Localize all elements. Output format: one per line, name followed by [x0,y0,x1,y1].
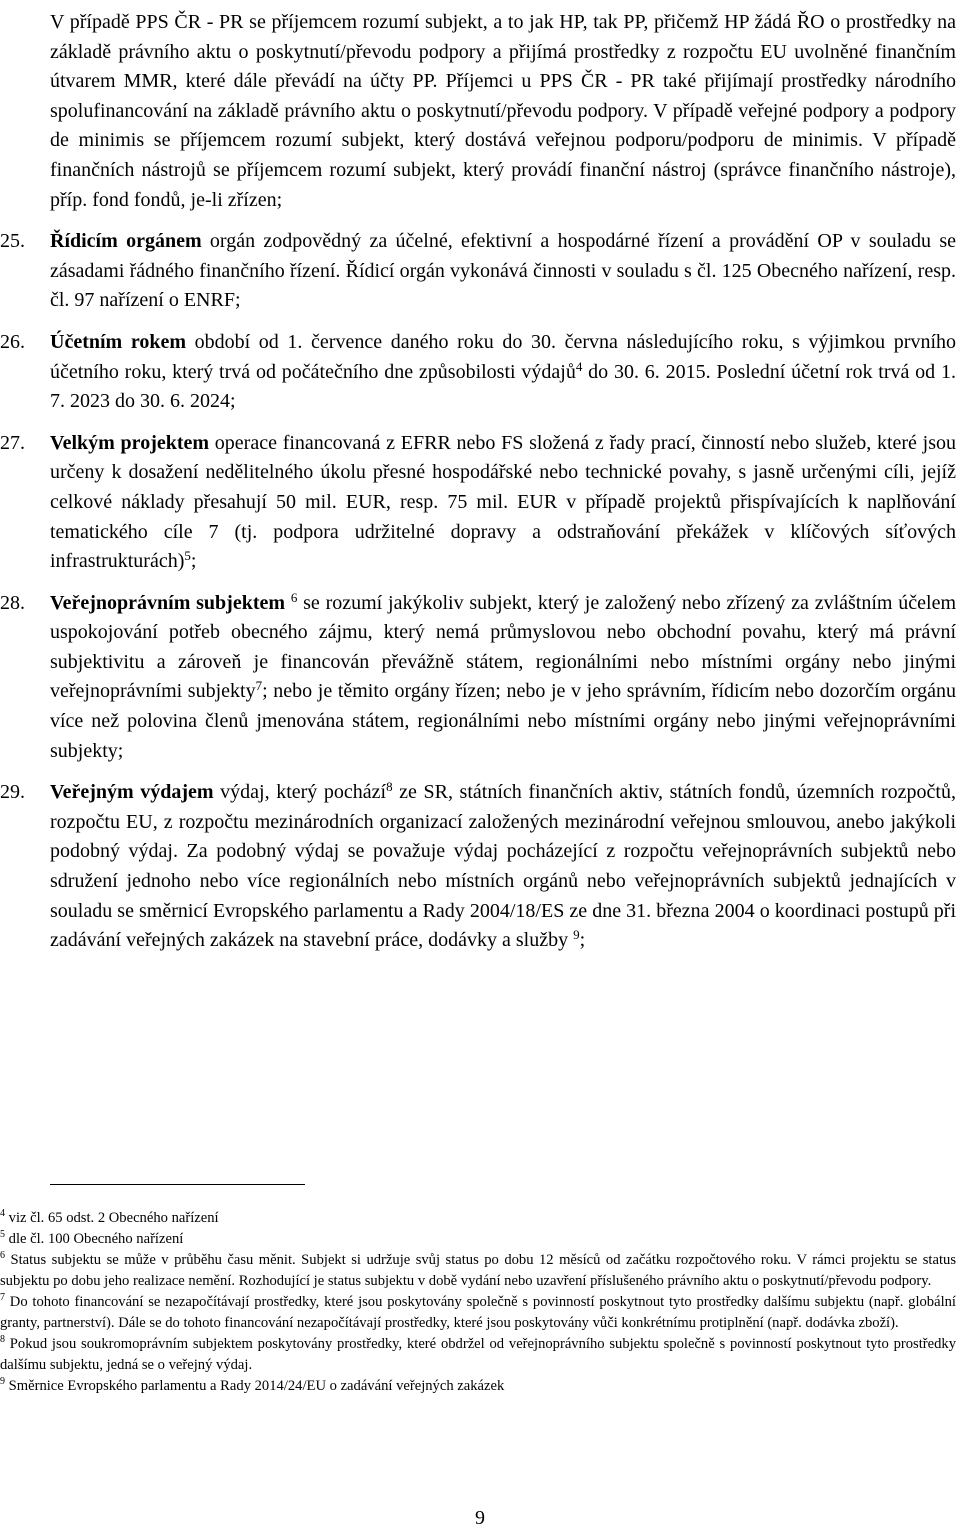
definition-number: 29. [0,781,25,804]
footnote-ref[interactable]: 9 [573,927,580,943]
definition-26 [0,328,956,417]
footnote-5: $^5$ dle čl. 100 Obecného nařízení [0,1229,184,1247]
definition-term: Velkým projektem [50,431,210,454]
footnotes [0,1208,956,1397]
footnote-4: $^4$ viz čl. 65 odst. 2 Obecného nařízení [0,1208,219,1226]
definition-term: Veřejnoprávním subjektem [50,591,286,614]
definition-27 [0,429,956,577]
recipient-definition-continuation: V případě PPS ČR - PR se příjemcem rozumí subjekt, a to jak HP, tak PP, přičemž HP žádá ŘO o prostředky na základě právního aktu o poskytnutí/převodu podpory a přijímá prostředky z rozpočtu EU uvolněné finančním útvarem MMR, které dále převádí na účty PP. Příjemci u PPS ČR - PR také přijímají prostředky národního spolufinancování na základě právního aktu o poskytnutí/převodu podpory. V případě veřejné podpory a podpory de minimis se příjemcem rozumí subjekt, který dostává veřejnou podporu/podporu de minimis. V případě finančních nástrojů se příjemcem rozumí subjekt, který provádí finanční nástroj (správce finančního nástroje), příp. fond fondů, je-li zřízen; [50,11,956,211]
definition-number: 25. [0,230,25,253]
definition-text: do 30. 6. 2015. Poslední účetní rok trvá od 1. 7. 2023 do 30. 6. 2024; [50,360,956,413]
definition-text: operace financovaná z EFRR nebo FS složená z řady prací, činností nebo služeb, které jsou určeny k dosažení nedělitelného úkolu přesné hospodářské nebo technické povahy, s jasně určenými cíli, jejíž celkové náklady přesahují 50 mil. EUR, resp. 75 mil. EUR v případě projektů přispívajících k naplňování tematického cíle 7 (tj. podpora udržitelné dopravy a odstraňování překážek v klíčových síťových infrastrukturách) [50,431,956,573]
definition-number: 26. [0,330,25,353]
definition-text: ; [190,550,197,573]
page-number: 9 [475,1507,485,1529]
definition-28 [0,589,957,767]
footnote-ref[interactable]: 8 [386,779,393,795]
footnote-ref[interactable]: 6 [290,589,298,605]
definition-29 [0,778,956,956]
footnote-9: $^9$ Směrnice Evropského parlamentu a Rady 2014/24/EU o zadávání veřejných zakázek [0,1376,505,1394]
definition-text: ; nebo je těmito orgány řízen; nebo je v jeho správním, řídicím nebo dozorčím orgánu více než polovina členů jmenována státem, regionálními nebo místními orgány nebo jinými veřejnoprávními subjekty; [50,680,956,762]
definition-text: výdaj, který pochází [213,781,387,804]
definition-text: období od 1. července daného roku do 30. června následujícího roku, s výjimkou prvního účetního roku, který trvá od počátečního dne způsobilosti výdajů [50,330,956,383]
definition-number: 28. [0,591,25,614]
footnote-ref[interactable]: 7 [255,678,263,694]
footnote-6: $^6$ Status subjektu se může v průběhu času měnit. Subjekt si udržuje svůj status po dobu 12 měsíců od začátku rozpočtového roku. V rámci projektu se status subjektu po dobu jeho realizace nemění. Rozhodující je status subjektu v době vydání nebo uzavření příslušeného právního aktu o poskytnutí/převodu podpory. [0,1250,956,1289]
definition-term: Řídicím orgánem [50,230,202,253]
footnote-ref[interactable]: 4 [575,358,583,374]
definition-text: ze SR, státních finančních aktiv, státních fondů, územních rozpočtů, rozpočtu EU, z rozpočtu mezinárodních organizací založených mezinárodní veřejnou smlouvou, anebo jakýkoli podobný výdaj. Za podobný výdaj se považuje výdaj pocházející z rozpočtu veřejnoprávních subjektů nebo sdružení jednoho nebo více regionálních nebo místních orgánů nebo veřejnoprávních subjektů jednajících v souladu se směrnicí Evropského parlamentu a Rady 2004/18/ES ze dne 31. března 2004 o koordinaci postupů při zadávání veřejných zakázek na stavební práce, dodávky a služby [50,781,956,952]
definition-25 [0,227,957,316]
footnote-ref[interactable]: 5 [184,548,191,564]
footnote-8: $^8$ Pokud jsou soukromoprávním subjektem poskytovány prostředky, které obdržel od veřejnoprávního subjektu společně s povinností poskytnout tyto prostředky dalšímu subjektu, jedná se o veřejný výdaj. [0,1334,956,1373]
definition-text: ; [579,929,586,952]
document-body [0,8,957,968]
footnote-7: $^7$ Do tohoto financování se nezapočítávají prostředky, které jsou poskytovány společně s povinností poskytnout tyto prostředky dalšímu subjektu (např. globální granty, partnerství). Dále se do tohoto financování nezapočítávají prostředky, které jsou poskytovány vůči konkrétnímu protiplnění (např. dodávka zboží). [0,1292,956,1331]
definition-text: orgán zodpovědný za účelné, efektivní a hospodárné řízení a provádění OP v souladu se zásadami řádného finančního řízení. Řídicí orgán vykonává činnosti v souladu s čl. 125 Obecného nařízení, resp. čl. 97 nařízení o ENRF; [50,230,957,312]
definition-text: se rozumí jakýkoliv subjekt, který je založený nebo zřízený za zvláštním účelem uspokojování potřeb obecného zájmu, který nemá průmyslovou nebo obchodní povahu, který má právní subjektivitu a zároveň je financován převážně státem, regionálními nebo místními orgány nebo jinými veřejnoprávními subjekty [50,591,957,703]
definition-term: Veřejným výdajem [50,781,214,804]
definition-term: Účetním rokem [50,330,186,353]
footnote-separator [50,1184,305,1185]
definition-number: 27. [0,431,25,454]
